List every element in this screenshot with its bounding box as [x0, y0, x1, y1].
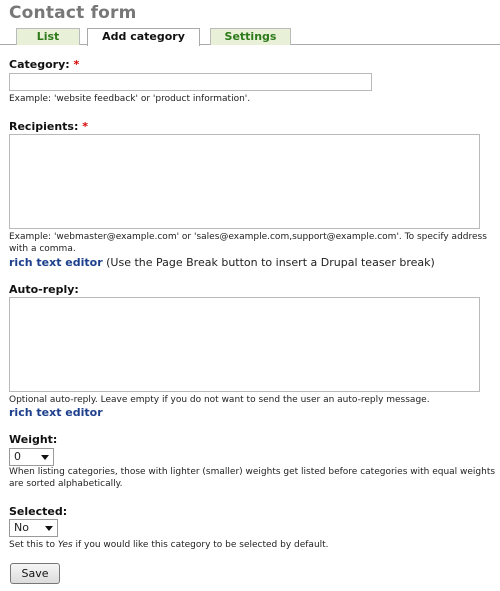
selected-help — [9, 539, 489, 551]
recipients-help: Example: 'webmaster@example.com' or 'sales@example.com,support@example.com'. To specify address with a comma. — [9, 232, 487, 254]
chevron-down-icon — [41, 455, 49, 460]
weight-help: When listing categories, those with lighter (smaller) weights get listed before categories with equal weights are sorted alphabetically. — [9, 467, 496, 489]
category-label-text: Category: — [9, 58, 70, 71]
selected-help-emph: Yes — [57, 540, 73, 550]
category-label — [9, 58, 79, 71]
selected-help-suffix: if you would like this category to be selected by default. — [75, 540, 329, 550]
tab-list[interactable]: List — [16, 28, 80, 45]
autoreply-help: Optional auto-reply. Leave empty if you do not want to send the user an auto-reply message. — [9, 395, 430, 405]
tab-add-category[interactable]: Add category — [87, 28, 200, 46]
page-title: Contact form — [9, 3, 137, 23]
save-button[interactable]: Save — [10, 563, 60, 584]
autoreply-textarea[interactable] — [9, 297, 480, 392]
recipients-rte-line — [9, 256, 435, 269]
recipients-textarea[interactable] — [9, 134, 480, 229]
autoreply-label: Auto-reply: — [9, 283, 79, 296]
recipients-label — [9, 120, 88, 133]
rich-text-editor-link[interactable]: rich text editor — [9, 406, 103, 419]
selected-selected-value: No — [14, 521, 29, 534]
weight-select[interactable] — [9, 448, 54, 466]
category-input[interactable] — [9, 73, 372, 91]
tab-settings[interactable]: Settings — [210, 28, 291, 45]
selected-label: Selected: — [9, 505, 68, 518]
category-help: Example: 'website feedback' or 'product information'. — [9, 94, 251, 104]
required-mark: * — [73, 58, 80, 71]
rich-text-editor-link[interactable]: rich text editor — [9, 256, 103, 269]
weight-label: Weight: — [9, 433, 58, 446]
recipients-label-text: Recipients: — [9, 120, 79, 133]
selected-help-prefix: Set this to — [9, 540, 55, 550]
chevron-down-icon — [45, 526, 53, 531]
selected-select[interactable] — [9, 519, 58, 537]
required-mark: * — [82, 120, 88, 133]
page-break-note: (Use the Page Break button to insert a Drupal teaser break) — [106, 256, 435, 269]
weight-selected-value: 0 — [14, 450, 21, 463]
tab-bar — [0, 28, 500, 45]
autoreply-rte-line — [9, 406, 103, 419]
